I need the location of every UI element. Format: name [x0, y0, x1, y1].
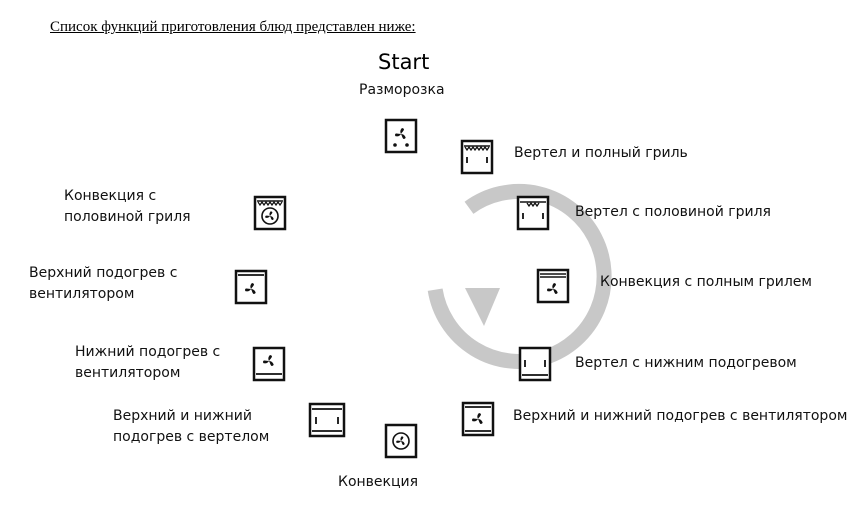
convection-half-grill-icon	[252, 194, 288, 232]
page-heading: Список функций приготовления блюд представлен ниже:	[50, 19, 416, 35]
top-bottom-heat-fan-icon	[460, 400, 496, 438]
mode-label-convection-full-grill: Конвекция с полным грилем	[600, 274, 812, 290]
mode-label-top-bottom-heat-spit: Верхний и нижний подогрев с вертелом	[113, 408, 270, 445]
mode-label-convection: Конвекция	[338, 474, 419, 490]
convection-icon	[383, 422, 419, 460]
mode-label-top-bottom-heat-fan: Верхний и нижний подогрев с вентилятором	[513, 408, 848, 424]
mode-label-spit-bottom-heat: Вертел с нижним подогревом	[575, 355, 797, 371]
top-heat-fan-icon	[233, 268, 269, 306]
start-label: Start	[378, 50, 430, 74]
mode-label-convection-half-grill: Конвекция с половиной гриля	[64, 188, 191, 225]
mode-label-defrost: Разморозка	[359, 82, 445, 98]
spit-half-grill-icon	[515, 194, 551, 232]
mode-label-top-heat-fan: Верхний подогрев с вентилятором	[29, 265, 178, 302]
mode-label-spit-full-grill: Вертел и полный гриль	[514, 145, 688, 161]
bottom-heat-fan-icon	[251, 345, 287, 383]
mode-label-spit-half-grill: Вертел с половиной гриля	[575, 204, 771, 220]
mode-label-bottom-heat-fan: Нижний подогрев с вентилятором	[75, 344, 221, 381]
top-bottom-heat-spit-icon	[307, 401, 343, 439]
spit-full-grill-icon	[459, 138, 495, 176]
spit-bottom-heat-icon	[517, 345, 553, 383]
defrost-icon	[383, 117, 419, 155]
convection-full-grill-icon	[535, 267, 571, 305]
